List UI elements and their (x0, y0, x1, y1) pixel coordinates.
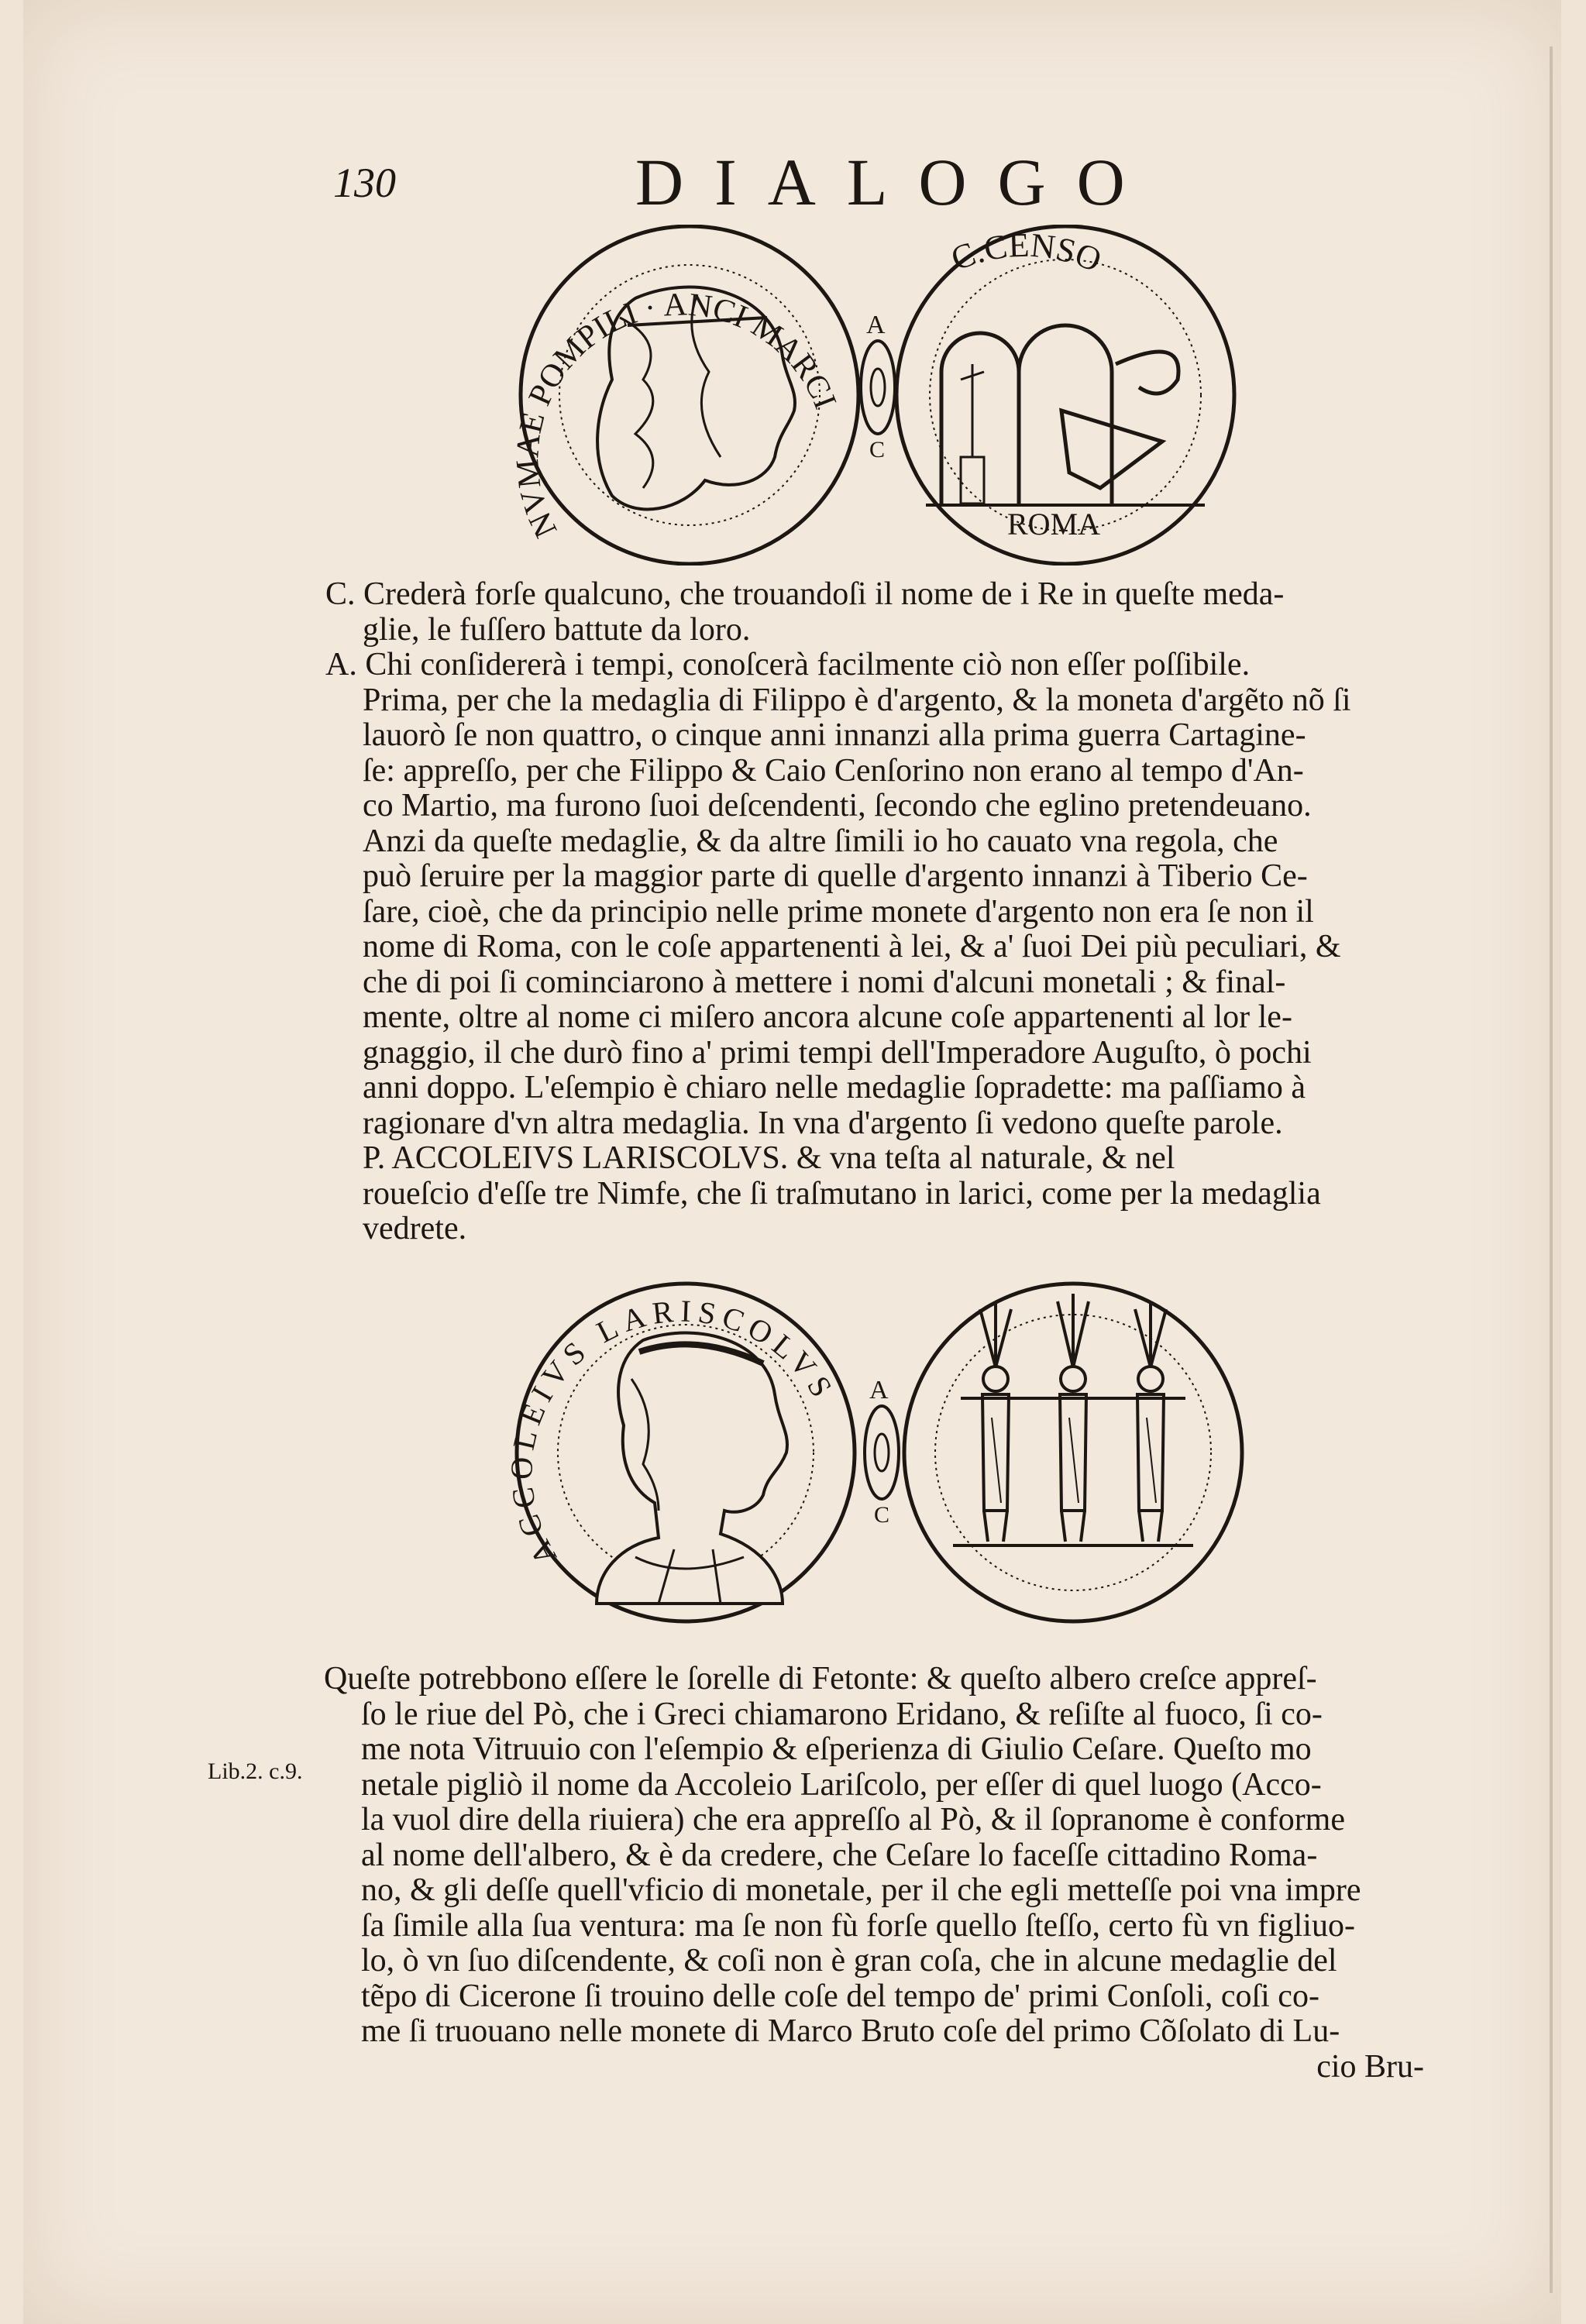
coin-pair-bottom (0, 1278, 1586, 1627)
text-line: la vuol dire della riuiera) che era appreſſo al Pò, & il ſopranome è conforme (361, 1802, 1345, 1838)
coin-link-top (861, 311, 895, 462)
metal-mark-bottom: C (869, 437, 886, 462)
text-line: Anzi da queſte medaglie, & da altre ſimili io ho cauato vna regola, che (363, 823, 1278, 859)
text-line: al nome dell'albero, & è da credere, che Ceſare lo faceſſe cittadino Roma- (361, 1837, 1318, 1873)
text-line: che di poi ſi cominciarono à mettere i nomi d'alcuni monetali ; & final- (363, 964, 1286, 1000)
dialogue-paragraph-1 (325, 577, 1457, 1247)
text-line: lauorò ſe non quattro, o cinque anni innanzi alla prima guerra Cartagine- (363, 717, 1306, 753)
text-line: ſo le riue del Pò, che i Greci chiamarono Eridano, & reſiſte al fuoco, ſi co- (361, 1696, 1323, 1732)
text-line: gnaggio, il che durò fino a' primi tempi dell'Imperadore Auguſto, ò pochi (363, 1034, 1312, 1071)
coin-bottom-obverse-legend: ACCOLEIVS LARISCOLVS (503, 1293, 843, 1571)
text-line: no, & gli deſſe quell'vficio di monetale, per il che egli metteſſe poi vna impre (361, 1872, 1361, 1908)
text-line: netale pigliò il nome da Accoleio Lariſcolo, per eſſer di quel luogo (Acco- (361, 1766, 1322, 1803)
text-line: roueſcio d'eſſe tre Nimfe, che ſi traſmutano in larici, come per la medaglia (363, 1175, 1321, 1212)
text-line: glie, le fuſſero battute da loro. (363, 611, 751, 648)
coin-pair-top-svg (0, 225, 1586, 566)
running-title: DIALOGO (635, 145, 1156, 219)
text-line: nome di Roma, con le coſe appartenenti à lei, & a' ſuoi Dei più peculiari, & (363, 929, 1341, 964)
dialogue-paragraph-2 (324, 1662, 1455, 2085)
metal-mark-top: A (866, 311, 886, 339)
coin-link-bottom (865, 1376, 899, 1528)
text-line: me ſi truouano nelle monete di Marco Bruto coſe del primo Cõſolato di Lu- (361, 2013, 1340, 2049)
text-line: anni doppo. L'eſempio è chiaro nelle medaglie ſopradette: ma paſſiamo à (363, 1070, 1306, 1105)
text-line: C. Crederà forſe qualcuno, che trouandoſi il nome de i Re in queſte meda- (325, 576, 1285, 612)
page-number: 130 (333, 160, 396, 206)
text-line: vedrete. (363, 1211, 467, 1246)
coin-accoleius-obverse (504, 1284, 855, 1621)
text-line: lo, ò vn ſuo diſcendente, & coſi non è gran coſa, che in alcune medaglie del (361, 1943, 1337, 1978)
text-line: A. Chi conſidererà i tempi, conoſcerà facilmente ciò non eſſer poſſibile. (325, 647, 1251, 682)
text-line: me nota Vitruuio con l'eſempio & eſperienza di Giulio Ceſare. Queſto mo (361, 1731, 1312, 1767)
coin-pair-bottom-svg (0, 1278, 1586, 1627)
text-line: P. ACCOLEIVS LARISCOLVS. & vna teſta al naturale, & nel (363, 1140, 1175, 1176)
text-line: può ſeruire per la maggior parte di quelle d'argento innanzi à Tiberio Ce- (363, 858, 1308, 894)
text-line: ſe: appreſſo, per che Filippo & Caio Cenſorino non erano al tempo d'An- (363, 752, 1304, 789)
coin-pair-top (0, 225, 1586, 566)
text-line: tẽpo di Cicerone ſi trouino delle coſe del tempo de' primi Conſoli, coſi co- (361, 1978, 1319, 2014)
metal-mark-top: A (869, 1376, 889, 1404)
text-line: Queſte potrebbono eſſere le ſorelle di Fetonte: & queſto albero creſce appreſ- (324, 1661, 1317, 1697)
text-line: ragionare d'vn altra medaglia. In vna d'argento ſi vedono queſte parole. (363, 1105, 1283, 1141)
coin-top-reverse-legend: C.CENSO (946, 225, 1107, 280)
catchword-line: cio Bru- (1316, 2048, 1424, 2085)
text-line: ſa ſimile alla ſua ventura: ma ſe non fù forſe quello ſteſſo, certo fù vn figliuo- (361, 1907, 1355, 1944)
text-line: mente, oltre al nome ci miſero ancora alcune coſe appartenenti al lor le- (363, 999, 1292, 1035)
text-line: Prima, per che la medaglia di Filippo è d'argento, & la moneta d'argẽto nõ ſi (363, 682, 1351, 718)
text-line: ſare, cioè, che da principio nelle prime monete d'argento non era ſe non il (363, 893, 1314, 930)
coin-top-obverse-legend: NVMAE POMPILI · ANCI MARCI (510, 287, 843, 543)
coin-nymphs-reverse (904, 1284, 1242, 1621)
coin-censo-reverse (896, 226, 1234, 564)
text-line: co Martio, ma furono ſuoi deſcendenti, ſecondo che eglino pretendeuano. (363, 788, 1312, 823)
metal-mark-bottom: C (874, 1502, 890, 1528)
margin-note: Lib.2. c.9. (208, 1758, 303, 1784)
coin-numa-obverse (510, 226, 858, 564)
coin-top-reverse-exergue: ROMA (1007, 507, 1101, 541)
